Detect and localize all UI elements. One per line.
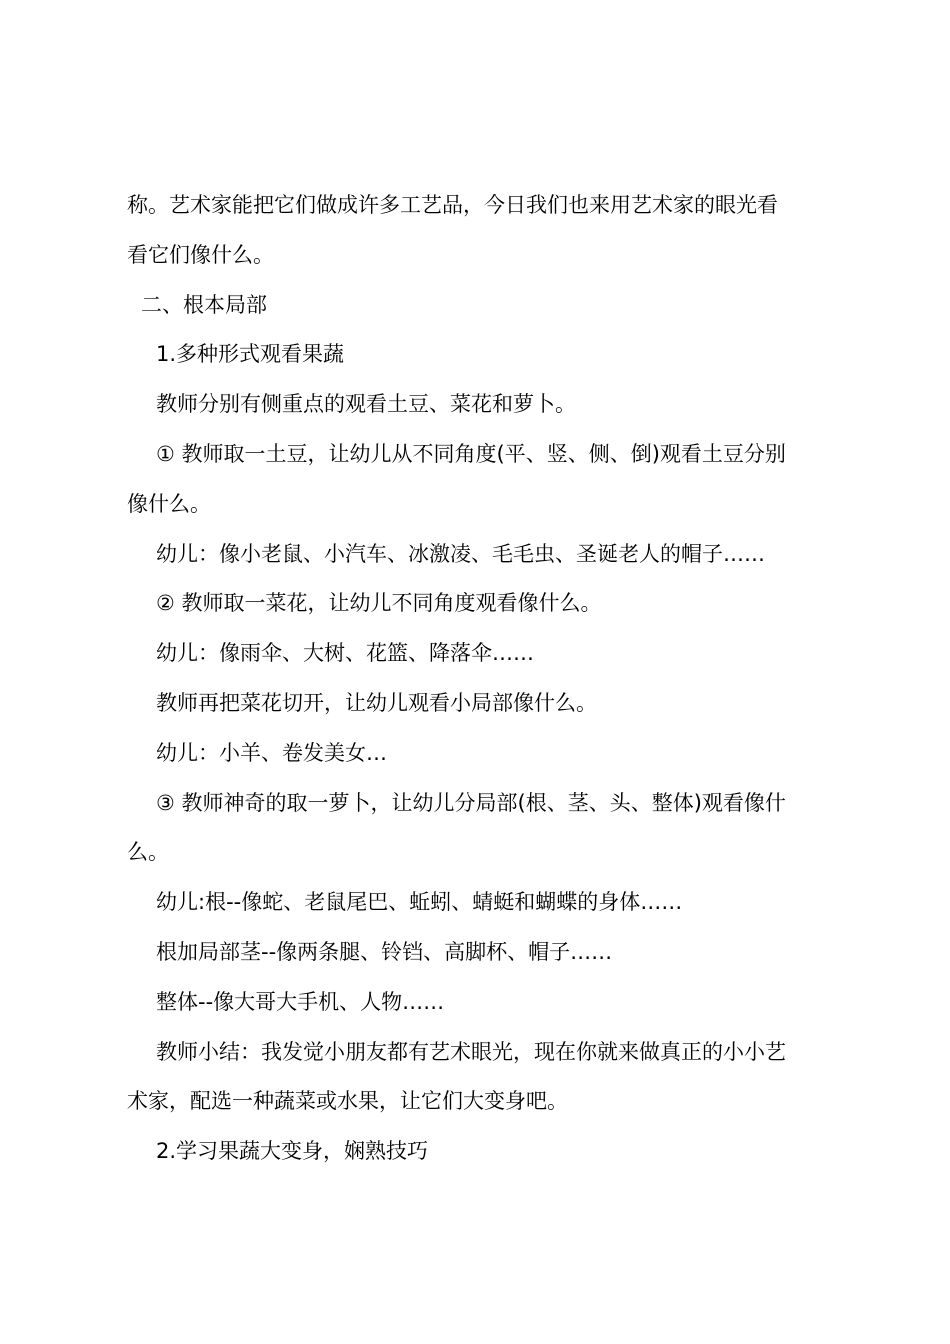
text-line: 根加局部茎--像两条腿、铃铛、高脚杯、帽子…… [156, 939, 613, 964]
document-body [127, 181, 833, 1177]
text-line: 幼儿：像小老鼠、小汽车、冰激凌、毛毛虫、圣诞老人的帽子…… [156, 541, 765, 566]
subsection-heading: 2.学习果蔬大变身，娴熟技巧 [156, 1139, 429, 1164]
text-line: 教师再把菜花切开，让幼儿观看小局部像什么。 [156, 690, 597, 715]
text-line: 像什么。 [127, 491, 211, 516]
text-line: 教师小结：我发觉小朋友都有艺术眼光，现在你就来做真正的小小艺 [156, 1039, 786, 1064]
text-line: 术家，配选一种蔬菜或水果，让它们大变身吧。 [127, 1089, 568, 1114]
text-line: ③ 教师神奇的取一萝卜，让幼儿分局部(根、茎、头、整体)观看像什 [156, 790, 786, 815]
text-line: 幼儿：像雨伞、大树、花篮、降落伞…… [156, 641, 534, 666]
text-line: 看它们像什么。 [127, 242, 274, 267]
text-line: 幼儿:根--像蛇、老鼠尾巴、蚯蚓、蜻蜓和蝴蝶的身体…… [156, 890, 683, 915]
text-line: 幼儿：小羊、卷发美女… [156, 740, 387, 765]
text-line: ② 教师取一菜花，让幼儿不同角度观看像什么。 [156, 591, 602, 616]
section-heading: 二、根本局部 [141, 292, 267, 317]
text-line: 整体--像大哥大手机、人物…… [156, 989, 445, 1014]
text-line: 么。 [127, 840, 169, 865]
subsection-heading: 1.多种形式观看果蔬 [156, 342, 345, 367]
text-line: 教师分别有侧重点的观看土豆、菜花和萝卜。 [156, 392, 576, 417]
text-line: ① 教师取一土豆，让幼儿从不同角度(平、竖、侧、倒)观看土豆分别 [156, 441, 786, 466]
text-line: 称。艺术家能把它们做成许多工艺品，今日我们也来用艺术家的眼光看 [127, 193, 778, 217]
